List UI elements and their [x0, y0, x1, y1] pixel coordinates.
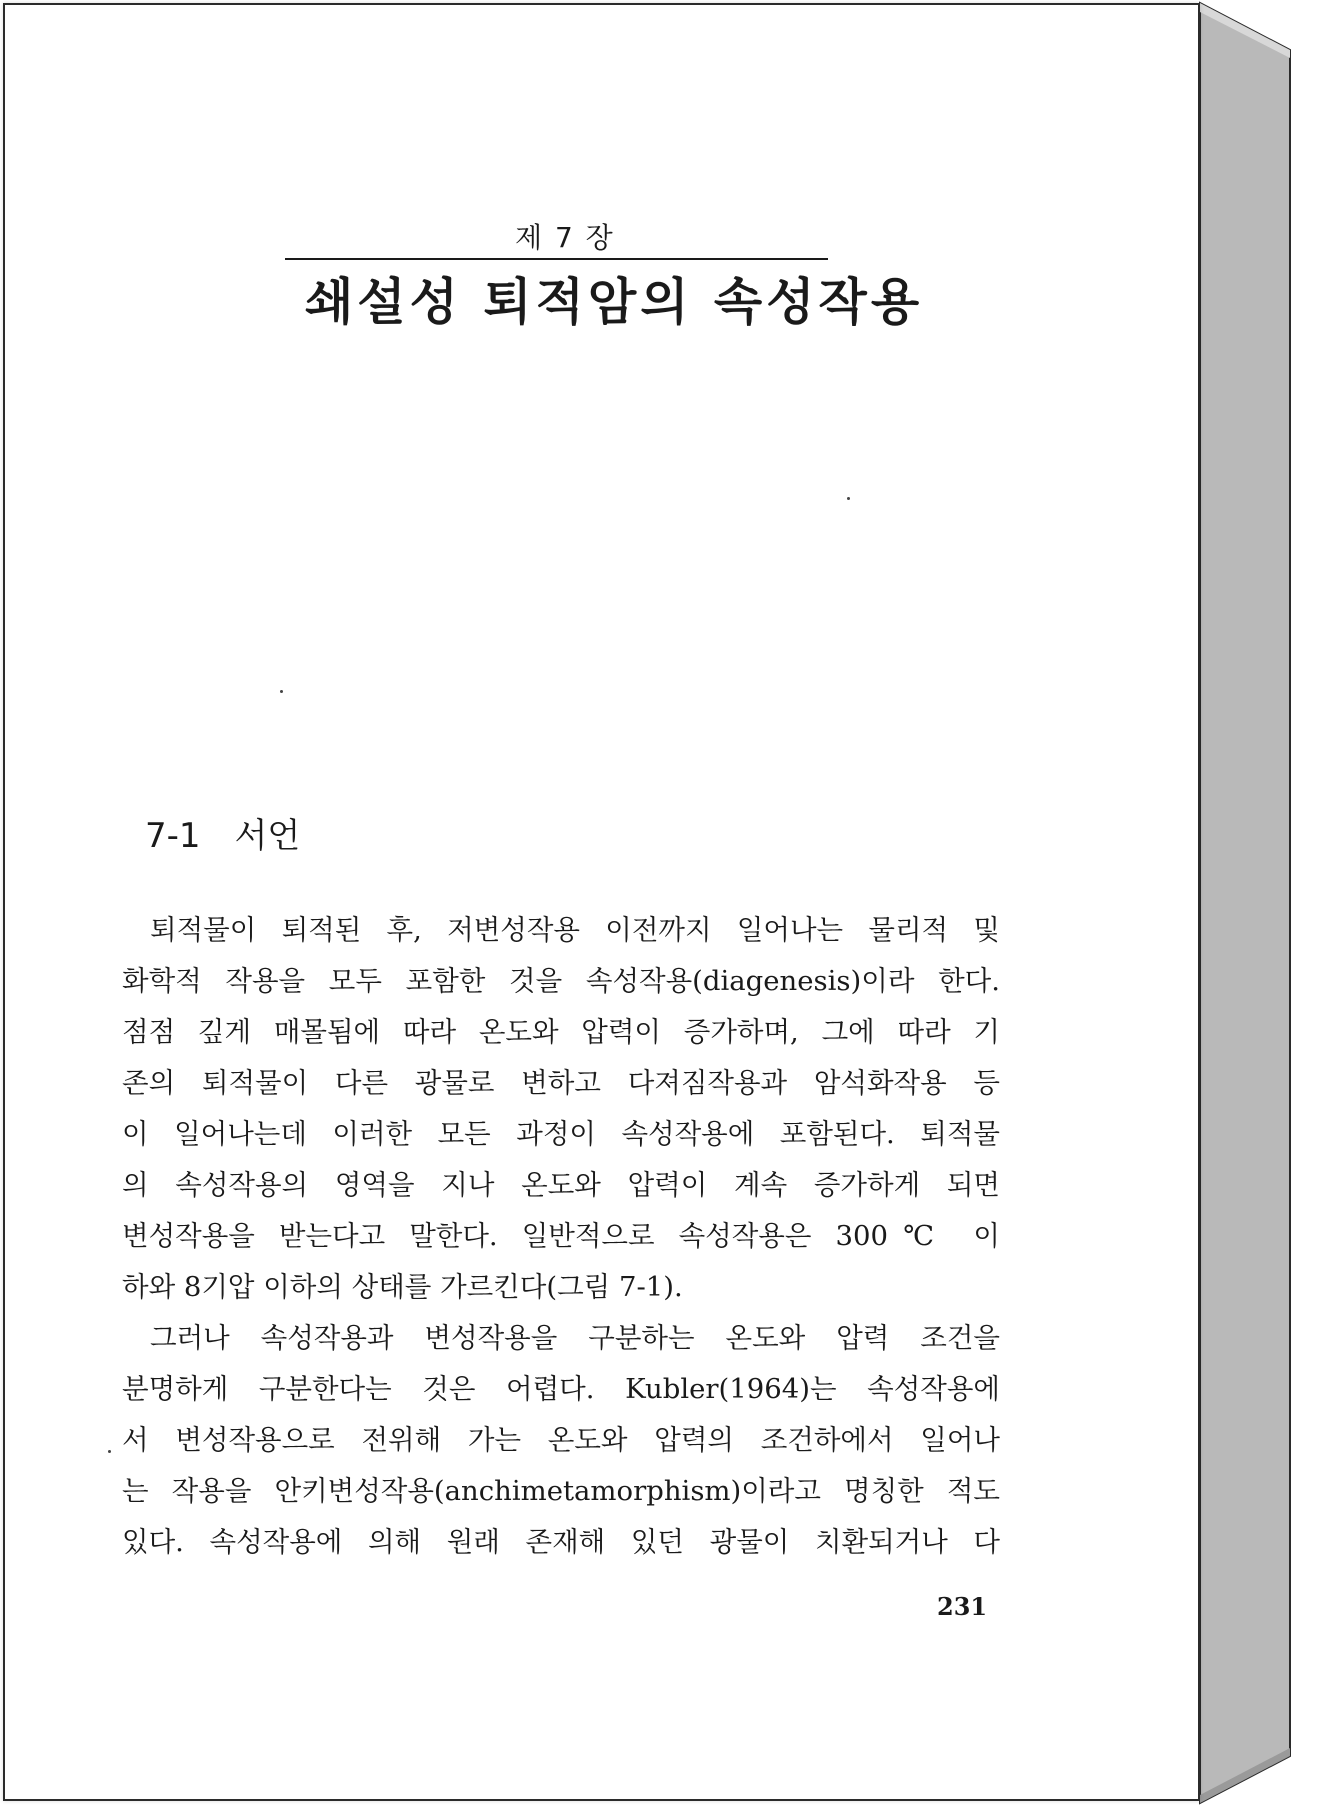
- body-line: 화학적 작용을 모두 포함한 것을 속성작용(diagenesis)이라 한다.: [122, 965, 1000, 997]
- body-line: 변성작용을 받는다고 말한다. 일반적으로 속성작용은 300℃ 이: [122, 1220, 1000, 1252]
- body-line: 존의 퇴적물이 다른 광물로 변하고 다져짐작용과 암석화작용 등: [122, 1067, 1000, 1099]
- body-line: 하와 8기압 이하의 상태를 가르킨다(그림 7-1).: [122, 1271, 683, 1303]
- page-number: 231: [937, 1592, 988, 1621]
- section-number: 7-1: [145, 816, 201, 856]
- scan-speck: [280, 690, 283, 693]
- body-line: 서 변성작용으로 전위해 가는 온도와 압력의 조건하에서 일어나: [122, 1424, 1000, 1456]
- chapter-number: 제 7 장: [515, 221, 615, 254]
- body-line: 는 작용을 안키변성작용(anchimetamorphism)이라고 명칭한 적도: [122, 1475, 1000, 1507]
- body-line: 퇴적물이 퇴적된 후, 저변성작용 이전까지 일어나는 물리적 및: [150, 914, 1000, 946]
- body-line: 의 속성작용의 영역을 지나 온도와 압력이 계속 증가하게 되면: [122, 1169, 1000, 1201]
- chapter-title: 쇄설성 퇴적암의 속성작용: [305, 272, 924, 331]
- chapter-title-rule: [285, 258, 828, 260]
- scan-speck: [108, 1450, 111, 1453]
- scan-speck: [847, 497, 850, 500]
- section-heading: [145, 808, 300, 857]
- body-text: [122, 905, 1000, 1568]
- section-title: 서언: [234, 816, 301, 856]
- body-line: 분명하게 구분한다는 것은 어렵다. Kubler(1964)는 속성작용에: [122, 1373, 1000, 1405]
- body-line: 그러나 속성작용과 변성작용을 구분하는 온도와 압력 조건을: [150, 1322, 1000, 1354]
- body-line: 이 일어나는데 이러한 모든 과정이 속성작용에 포함된다. 퇴적물: [122, 1118, 1000, 1150]
- body-line: 점점 깊게 매몰됨에 따라 온도와 압력이 증가하며, 그에 따라 기: [122, 1016, 1000, 1048]
- body-line: 있다. 속성작용에 의해 원래 존재해 있던 광물이 치환되거나 다: [122, 1526, 1000, 1558]
